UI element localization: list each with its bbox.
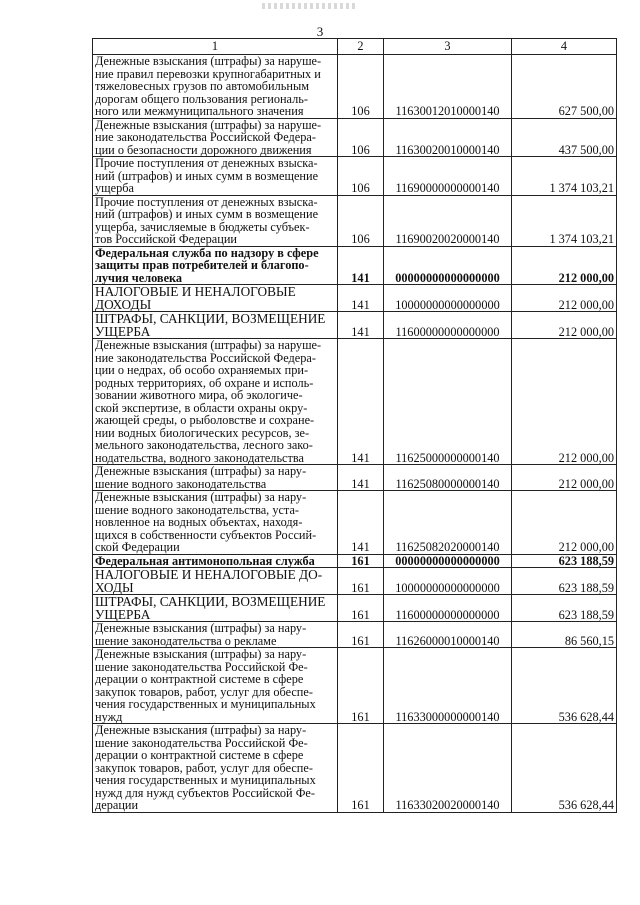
row-kbk-cell: 11633020020000140 [384,724,512,813]
table-row [93,554,617,568]
row-sum-cell: 212 000,00 [512,312,617,339]
row-name-cell: Прочие поступления от денежных взыска- ний (штрафов) и иных сумм в возмещение ущерба [93,157,338,196]
row-sum-cell: 212 000,00 [512,465,617,491]
row-kbk-cell: 11690020020000140 [384,195,512,246]
row-name-cell: ШТРАФЫ, САНКЦИИ, ВОЗМЕЩЕНИЕ УЩЕРБА [93,595,338,622]
row-name-cell: Денежные взыскания (штрафы) за нару- шение водного законодательства, уста- новленное на водных объектах, находя- щихся в собственности субъектов Россий- ской Федерации [93,491,338,555]
table-row [93,595,617,622]
row-sum-cell: 623 188,59 [512,554,617,568]
row-name-cell: Прочие поступления от денежных взыска- ний (штрафов) и иных сумм в возмещение ущерба, зачисляемые в бюджеты субъек- тов Российской Федерации [93,195,338,246]
row-code-cell: 141 [338,339,384,465]
row-sum-cell: 212 000,00 [512,339,617,465]
row-code-cell: 161 [338,595,384,622]
row-name-cell: Федеральная служба по надзору в сфере защиты прав потребителей и благопо- лучия человека [93,246,338,285]
row-sum-cell: 212 000,00 [512,285,617,312]
table-row [93,568,617,595]
row-code-cell: 106 [338,118,384,157]
table-row [93,195,617,246]
row-sum-cell: 212 000,00 [512,491,617,555]
row-name-cell: Денежные взыскания (штрафы) за наруше- ние законодательства Российской Федера- ции о недрах, об особо охраняемых при- родных территориях, об охране и исполь- зовании животного мира, об экологиче- ской экспертизе, в области охраны окру- жающей среды, о рыболовстве и сохране- нии водных биологических ресурсов, зе- мельного законодательства, лесного зако- нодательства, водного законодательства [93,339,338,465]
page-number: 3 [316,24,324,39]
table-row [93,55,617,119]
row-name-cell: Денежные взыскания (штрафы) за нару- шение законодательства Российской Фе- дерации о контрактной системе в сфере закупок товаров, работ, услуг для обеспе- чения государственных и муниципальных нужд для нужд субъектов Российской Фе- дерации [93,724,338,813]
row-sum-cell: 1 374 103,21 [512,157,617,196]
row-sum-cell: 536 628,44 [512,648,617,724]
row-code-cell: 161 [338,554,384,568]
column-header-kbk: 3 [384,39,512,55]
table-row [93,312,617,339]
row-name-cell: Денежные взыскания (штрафы) за нару- шение водного законодательства [93,465,338,491]
row-kbk-cell: 11600000000000000 [384,595,512,622]
row-sum-cell: 212 000,00 [512,246,617,285]
column-header-name: 1 [93,39,338,55]
row-sum-cell: 623 188,59 [512,568,617,595]
row-kbk-cell: 11625000000000140 [384,339,512,465]
table-row [93,648,617,724]
row-name-cell: Денежные взыскания (штрафы) за наруше- ние правил перевозки крупногабаритных и тяжеловесных грузов по автомобильным дорогам общего пользования региональ- ного или межмуниципального значения [93,55,338,119]
row-sum-cell: 627 500,00 [512,55,617,119]
row-name-cell: Денежные взыскания (штрафы) за наруше- ние законодательства Российской Федера- ции о безопасности дорожного движения [93,118,338,157]
row-code-cell: 161 [338,724,384,813]
row-kbk-cell: 11626000010000140 [384,622,512,648]
table-row [93,339,617,465]
column-header-code: 2 [338,39,384,55]
row-kbk-cell: 10000000000000000 [384,285,512,312]
row-name-cell: Федеральная антимонопольная служба [93,554,338,568]
table-row [93,622,617,648]
table-row [93,465,617,491]
row-code-cell: 161 [338,568,384,595]
row-code-cell: 106 [338,157,384,196]
row-kbk-cell: 11600000000000000 [384,312,512,339]
row-code-cell: 106 [338,195,384,246]
row-code-cell: 106 [338,55,384,119]
column-header-sum: 4 [512,39,617,55]
row-kbk-cell: 11630020010000140 [384,118,512,157]
row-code-cell: 161 [338,622,384,648]
row-code-cell: 141 [338,491,384,555]
revenue-table [92,38,617,813]
row-name-cell: НАЛОГОВЫЕ И НЕНАЛОГОВЫЕ ДОХОДЫ [93,285,338,312]
row-sum-cell: 86 560,15 [512,622,617,648]
table-row [93,246,617,285]
row-kbk-cell: 11690000000000140 [384,157,512,196]
row-code-cell: 161 [338,648,384,724]
table-row [93,285,617,312]
table-header-row [93,39,617,55]
table-row [93,118,617,157]
scan-artifact [262,3,358,9]
table-row [93,724,617,813]
row-name-cell: Денежные взыскания (штрафы) за нару- шение законодательства о рекламе [93,622,338,648]
row-kbk-cell: 00000000000000000 [384,246,512,285]
row-sum-cell: 536 628,44 [512,724,617,813]
row-kbk-cell: 11625082020000140 [384,491,512,555]
row-code-cell: 141 [338,285,384,312]
table-row [93,491,617,555]
row-code-cell: 141 [338,465,384,491]
table-row [93,157,617,196]
row-code-cell: 141 [338,312,384,339]
row-sum-cell: 623 188,59 [512,595,617,622]
row-kbk-cell: 00000000000000000 [384,554,512,568]
row-sum-cell: 437 500,00 [512,118,617,157]
row-kbk-cell: 11625080000000140 [384,465,512,491]
row-name-cell: Денежные взыскания (штрафы) за нару- шение законодательства Российской Фе- дерации о контрактной системе в сфере закупок товаров, работ, услуг для обеспе- чения государственных и муниципальных нужд [93,648,338,724]
row-code-cell: 141 [338,246,384,285]
row-name-cell: ШТРАФЫ, САНКЦИИ, ВОЗМЕЩЕНИЕ УЩЕРБА [93,312,338,339]
row-kbk-cell: 11630012010000140 [384,55,512,119]
row-sum-cell: 1 374 103,21 [512,195,617,246]
row-name-cell: НАЛОГОВЫЕ И НЕНАЛОГОВЫЕ ДО- ХОДЫ [93,568,338,595]
row-kbk-cell: 11633000000000140 [384,648,512,724]
row-kbk-cell: 10000000000000000 [384,568,512,595]
